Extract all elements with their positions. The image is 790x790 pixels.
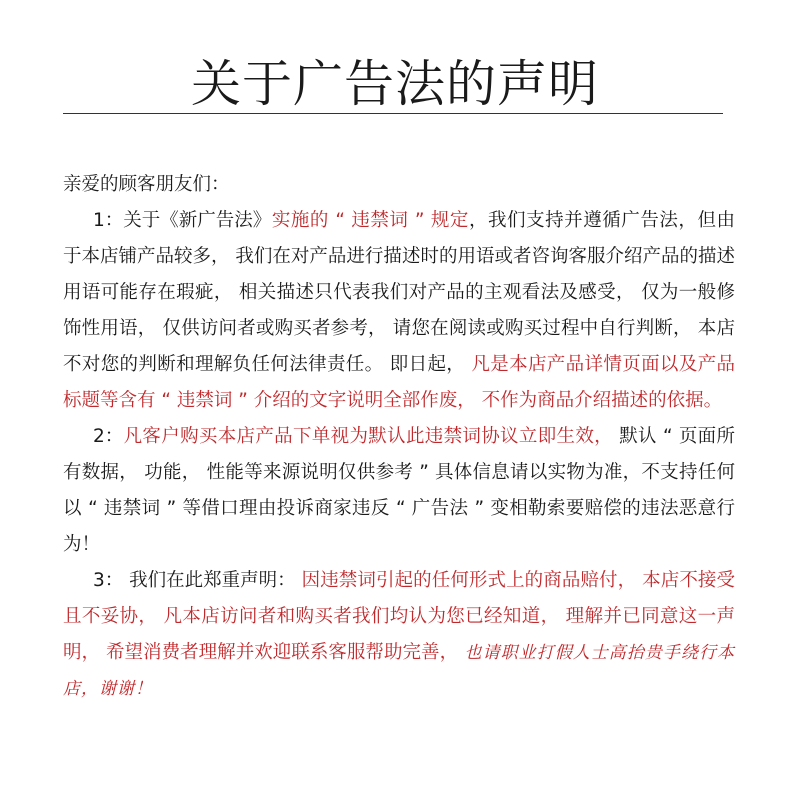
paragraph-1-body: ，我们支持并遵循广告法，但由于本店铺产品较多， 我们在对产品进行描述时的用语或者咨询客服介绍产品的描述用语可能存在瑕疵， 相关描述只代表我们对产品的主观看法及感受， 仅为一般修饰性用语， 仅供访问者或购买者参考， 请您在阅读或购买过程中自行判断， 本店不对您的判断和理解负任何法律责任。 即日起，	[63, 210, 735, 375]
paragraph-3	[63, 563, 735, 707]
paragraph-1-lead: 1：关于《新广告法》	[93, 210, 272, 231]
paragraph-3-red-clause: 因违禁词引起的任何形式上的商品赔付， 本店不接受且不妥协， 凡本店访问者和购买者我们均认为您已经知道， 理解并已同意这一声明， 希望消费者理解并欢迎联系客服帮助完善，	[63, 570, 735, 663]
greeting-text: 亲爱的顾客朋友们：	[63, 174, 230, 195]
paragraph-2-body: 默认 “ 页面所有数据， 功能， 性能等来源说明仅供参考 ” 具体信息请以实物为准，不支持任何以 “ 违禁词 ” 等借口理由投诉商家违反 “ 广告法 ” 变相勒索要赔偿的违法恶意行为！	[63, 426, 735, 555]
paragraph-2-lead: 2：	[93, 426, 124, 447]
greeting-line	[63, 167, 735, 203]
paragraph-3-number	[63, 563, 296, 599]
paragraph-1-number	[63, 203, 271, 239]
paragraph-1-red-clause: 实施的 “ 违禁词 ” 规定	[271, 210, 469, 231]
paragraph-3-handwritten-note: 也请职业打假人士高抬贵手绕行本店，谢谢！	[63, 643, 736, 699]
page-title: 关于广告法的声明	[191, 55, 599, 113]
notice-body	[63, 167, 735, 707]
paragraph-2	[63, 419, 735, 563]
paragraph-3-lead: 3： 我们在此郑重声明：	[93, 570, 296, 591]
paragraph-2-number	[63, 419, 123, 455]
title-divider	[63, 113, 723, 114]
paragraph-1	[63, 203, 735, 419]
paragraph-2-red-clause: 凡客户购买本店产品下单视为默认此违禁词协议立即生效，	[123, 426, 613, 447]
paragraph-1-red-conclusion: 凡是本店产品详情页面以及产品标题等含有 “ 违禁词 ” 介绍的文字说明全部作废， 不作为商品介绍描述的依据。	[63, 354, 735, 411]
